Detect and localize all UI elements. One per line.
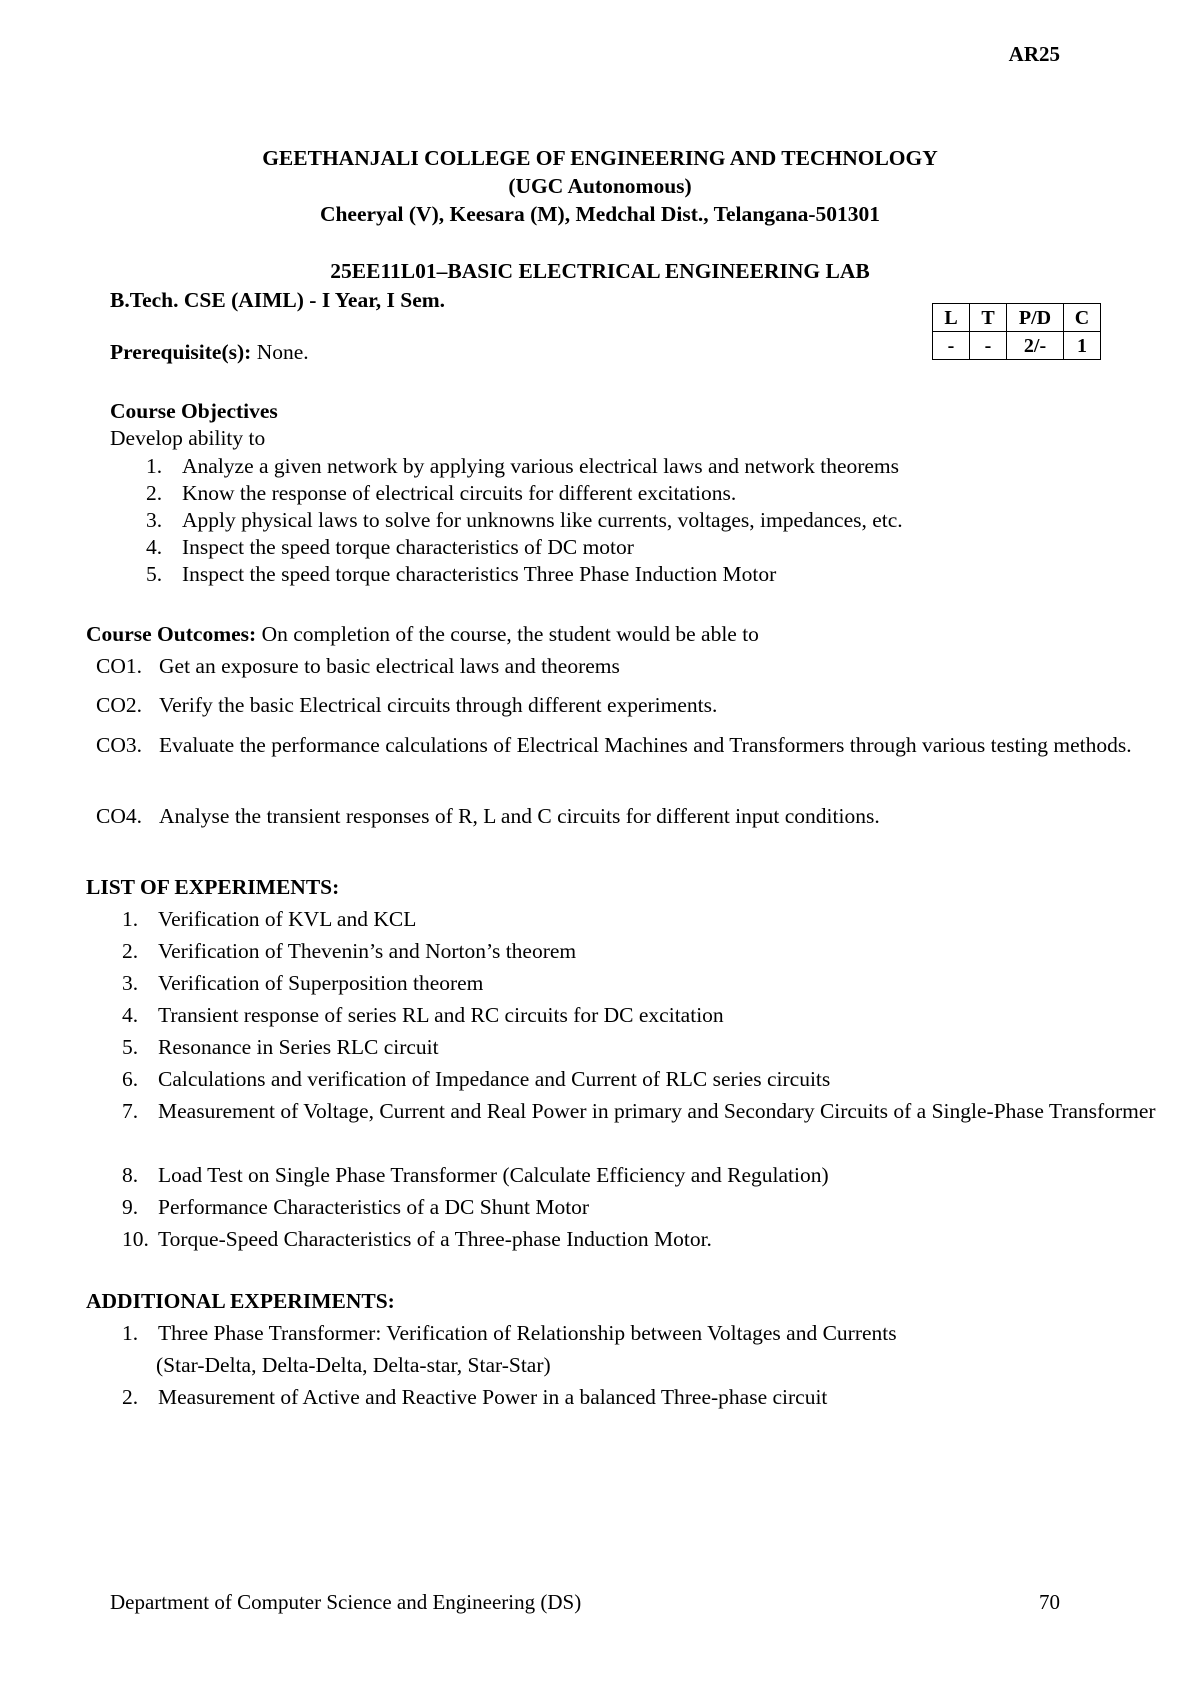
list-item — [122, 971, 1172, 1003]
prerequisite-label: Prerequisite(s): — [110, 340, 252, 364]
objectives-heading: Course Objectives — [110, 399, 278, 423]
list-item — [122, 1003, 1172, 1035]
item-text: Resonance in Series RLC circuit — [158, 1035, 439, 1059]
item-number: 4. — [146, 535, 163, 559]
experiments-list — [122, 907, 1172, 1259]
item-text: Measurement of Voltage, Current and Real Power in primary and Secondary Circuits of a Single-Phase Transformer — [158, 1099, 1156, 1123]
outcomes-intro: On completion of the course, the student would be able to — [256, 622, 759, 646]
list-item — [146, 508, 1146, 535]
program-line: B.Tech. CSE (AIML) - I Year, I Sem. — [110, 288, 446, 312]
ltpc-value-l: - — [933, 332, 970, 360]
additional-heading: ADDITIONAL EXPERIMENTS: — [86, 1289, 395, 1313]
item-number: 2. — [122, 1385, 139, 1409]
item-text: Apply physical laws to solve for unknowns like currents, voltages, impedances, etc. — [182, 508, 903, 532]
outcomes-heading: Course Outcomes: — [86, 622, 257, 646]
item-number: 6. — [122, 1067, 139, 1091]
objectives-list — [146, 454, 1146, 589]
prerequisite-line — [110, 340, 309, 366]
list-item — [146, 535, 1146, 562]
item-number: 7. — [122, 1099, 139, 1123]
list-item — [122, 1385, 1172, 1417]
course-title: 25EE11L01–BASIC ELECTRICAL ENGINEERING LAB — [330, 259, 870, 283]
college-status: (UGC Autonomous) — [508, 174, 692, 198]
outcome-label: CO2. — [96, 693, 142, 717]
list-item — [122, 939, 1172, 971]
ltpc-value-t: - — [970, 332, 1007, 360]
item-text: Load Test on Single Phase Transformer (Calculate Efficiency and Regulation) — [158, 1163, 829, 1187]
list-item — [122, 1321, 1172, 1385]
outcome-text: Get an exposure to basic electrical laws and theorems — [159, 654, 620, 678]
item-number: 3. — [122, 971, 139, 995]
item-text: Torque-Speed Characteristics of a Three-phase Induction Motor. — [158, 1227, 712, 1251]
list-item — [122, 1035, 1172, 1067]
item-number: 4. — [122, 1003, 139, 1027]
item-text: Inspect the speed torque characteristics of DC motor — [182, 535, 634, 559]
outcome-label: CO3. — [96, 733, 142, 757]
outcome-text: Evaluate the performance calculations of Electrical Machines and Transformers through various testing methods. — [159, 733, 1132, 757]
item-text: Measurement of Active and Reactive Power in a balanced Three-phase circuit — [158, 1385, 828, 1409]
item-number: 1. — [146, 454, 163, 478]
ltpc-header-row — [933, 304, 1101, 332]
list-item — [146, 454, 1146, 481]
footer-department: Department of Computer Science and Engineering (DS) — [110, 1590, 582, 1614]
item-number: 5. — [122, 1035, 139, 1059]
regulation-tag: AR25 — [1008, 42, 1060, 66]
footer-page-number: 70 — [1039, 1590, 1060, 1614]
ltpc-header-pd: P/D — [1007, 304, 1064, 332]
item-number: 1. — [122, 907, 139, 931]
list-item — [122, 1227, 1172, 1259]
list-item — [122, 1163, 1172, 1195]
item-text: Verification of Superposition theorem — [158, 971, 484, 995]
list-item — [146, 481, 1146, 508]
item-number: 3. — [146, 508, 163, 532]
objectives-intro: Develop ability to — [110, 426, 266, 450]
list-item — [122, 907, 1172, 939]
ltpc-value-c: 1 — [1064, 332, 1101, 360]
outcome-text: Analyse the transient responses of R, L and C circuits for different input conditions. — [159, 804, 880, 828]
item-text: Three Phase Transformer: Verification of Relationship between Voltages and Currents — [158, 1321, 897, 1345]
item-number: 2. — [146, 481, 163, 505]
item-text: Verification of Thevenin’s and Norton’s theorem — [158, 939, 577, 963]
item-text: Transient response of series RL and RC circuits for DC excitation — [158, 1003, 724, 1027]
prerequisite-value: None. — [251, 340, 309, 364]
ltpc-table — [932, 303, 1101, 360]
list-item — [146, 562, 1146, 589]
outcome-label: CO1. — [96, 654, 142, 678]
ltpc-header-c: C — [1064, 304, 1101, 332]
experiments-heading: LIST OF EXPERIMENTS: — [86, 875, 340, 899]
item-number: 9. — [122, 1195, 139, 1219]
college-address: Cheeryal (V), Keesara (M), Medchal Dist., Telangana-501301 — [319, 202, 881, 226]
item-number: 1. — [122, 1321, 139, 1345]
item-text: Know the response of electrical circuits for different excitations. — [182, 481, 737, 505]
college-name: GEETHANJALI COLLEGE OF ENGINEERING AND TECHNOLOGY — [262, 146, 938, 170]
list-item — [122, 1099, 1172, 1163]
outcome-label: CO4. — [96, 804, 142, 828]
ltpc-value-row — [933, 332, 1101, 360]
item-number: 10. — [122, 1227, 149, 1251]
ltpc-header-l: L — [933, 304, 970, 332]
item-number: 8. — [122, 1163, 139, 1187]
item-number: 5. — [146, 562, 163, 586]
list-item — [122, 1195, 1172, 1227]
item-text: Verification of KVL and KCL — [158, 907, 417, 931]
outcomes-intro-line — [86, 622, 759, 648]
item-text: Analyze a given network by applying various electrical laws and network theorems — [182, 454, 900, 478]
outcome-text: Verify the basic Electrical circuits through different experiments. — [159, 693, 718, 717]
additional-list — [122, 1321, 1172, 1417]
item-text: Performance Characteristics of a DC Shunt Motor — [158, 1195, 590, 1219]
item-text: Inspect the speed torque characteristics Three Phase Induction Motor — [182, 562, 777, 586]
item-number: 2. — [122, 939, 139, 963]
ltpc-header-t: T — [970, 304, 1007, 332]
item-text: Calculations and verification of Impedance and Current of RLC series circuits — [158, 1067, 831, 1091]
item-text-continuation: (Star-Delta, Delta-Delta, Delta-star, Star-Star) — [156, 1353, 551, 1377]
ltpc-value-pd: 2/- — [1007, 332, 1064, 360]
